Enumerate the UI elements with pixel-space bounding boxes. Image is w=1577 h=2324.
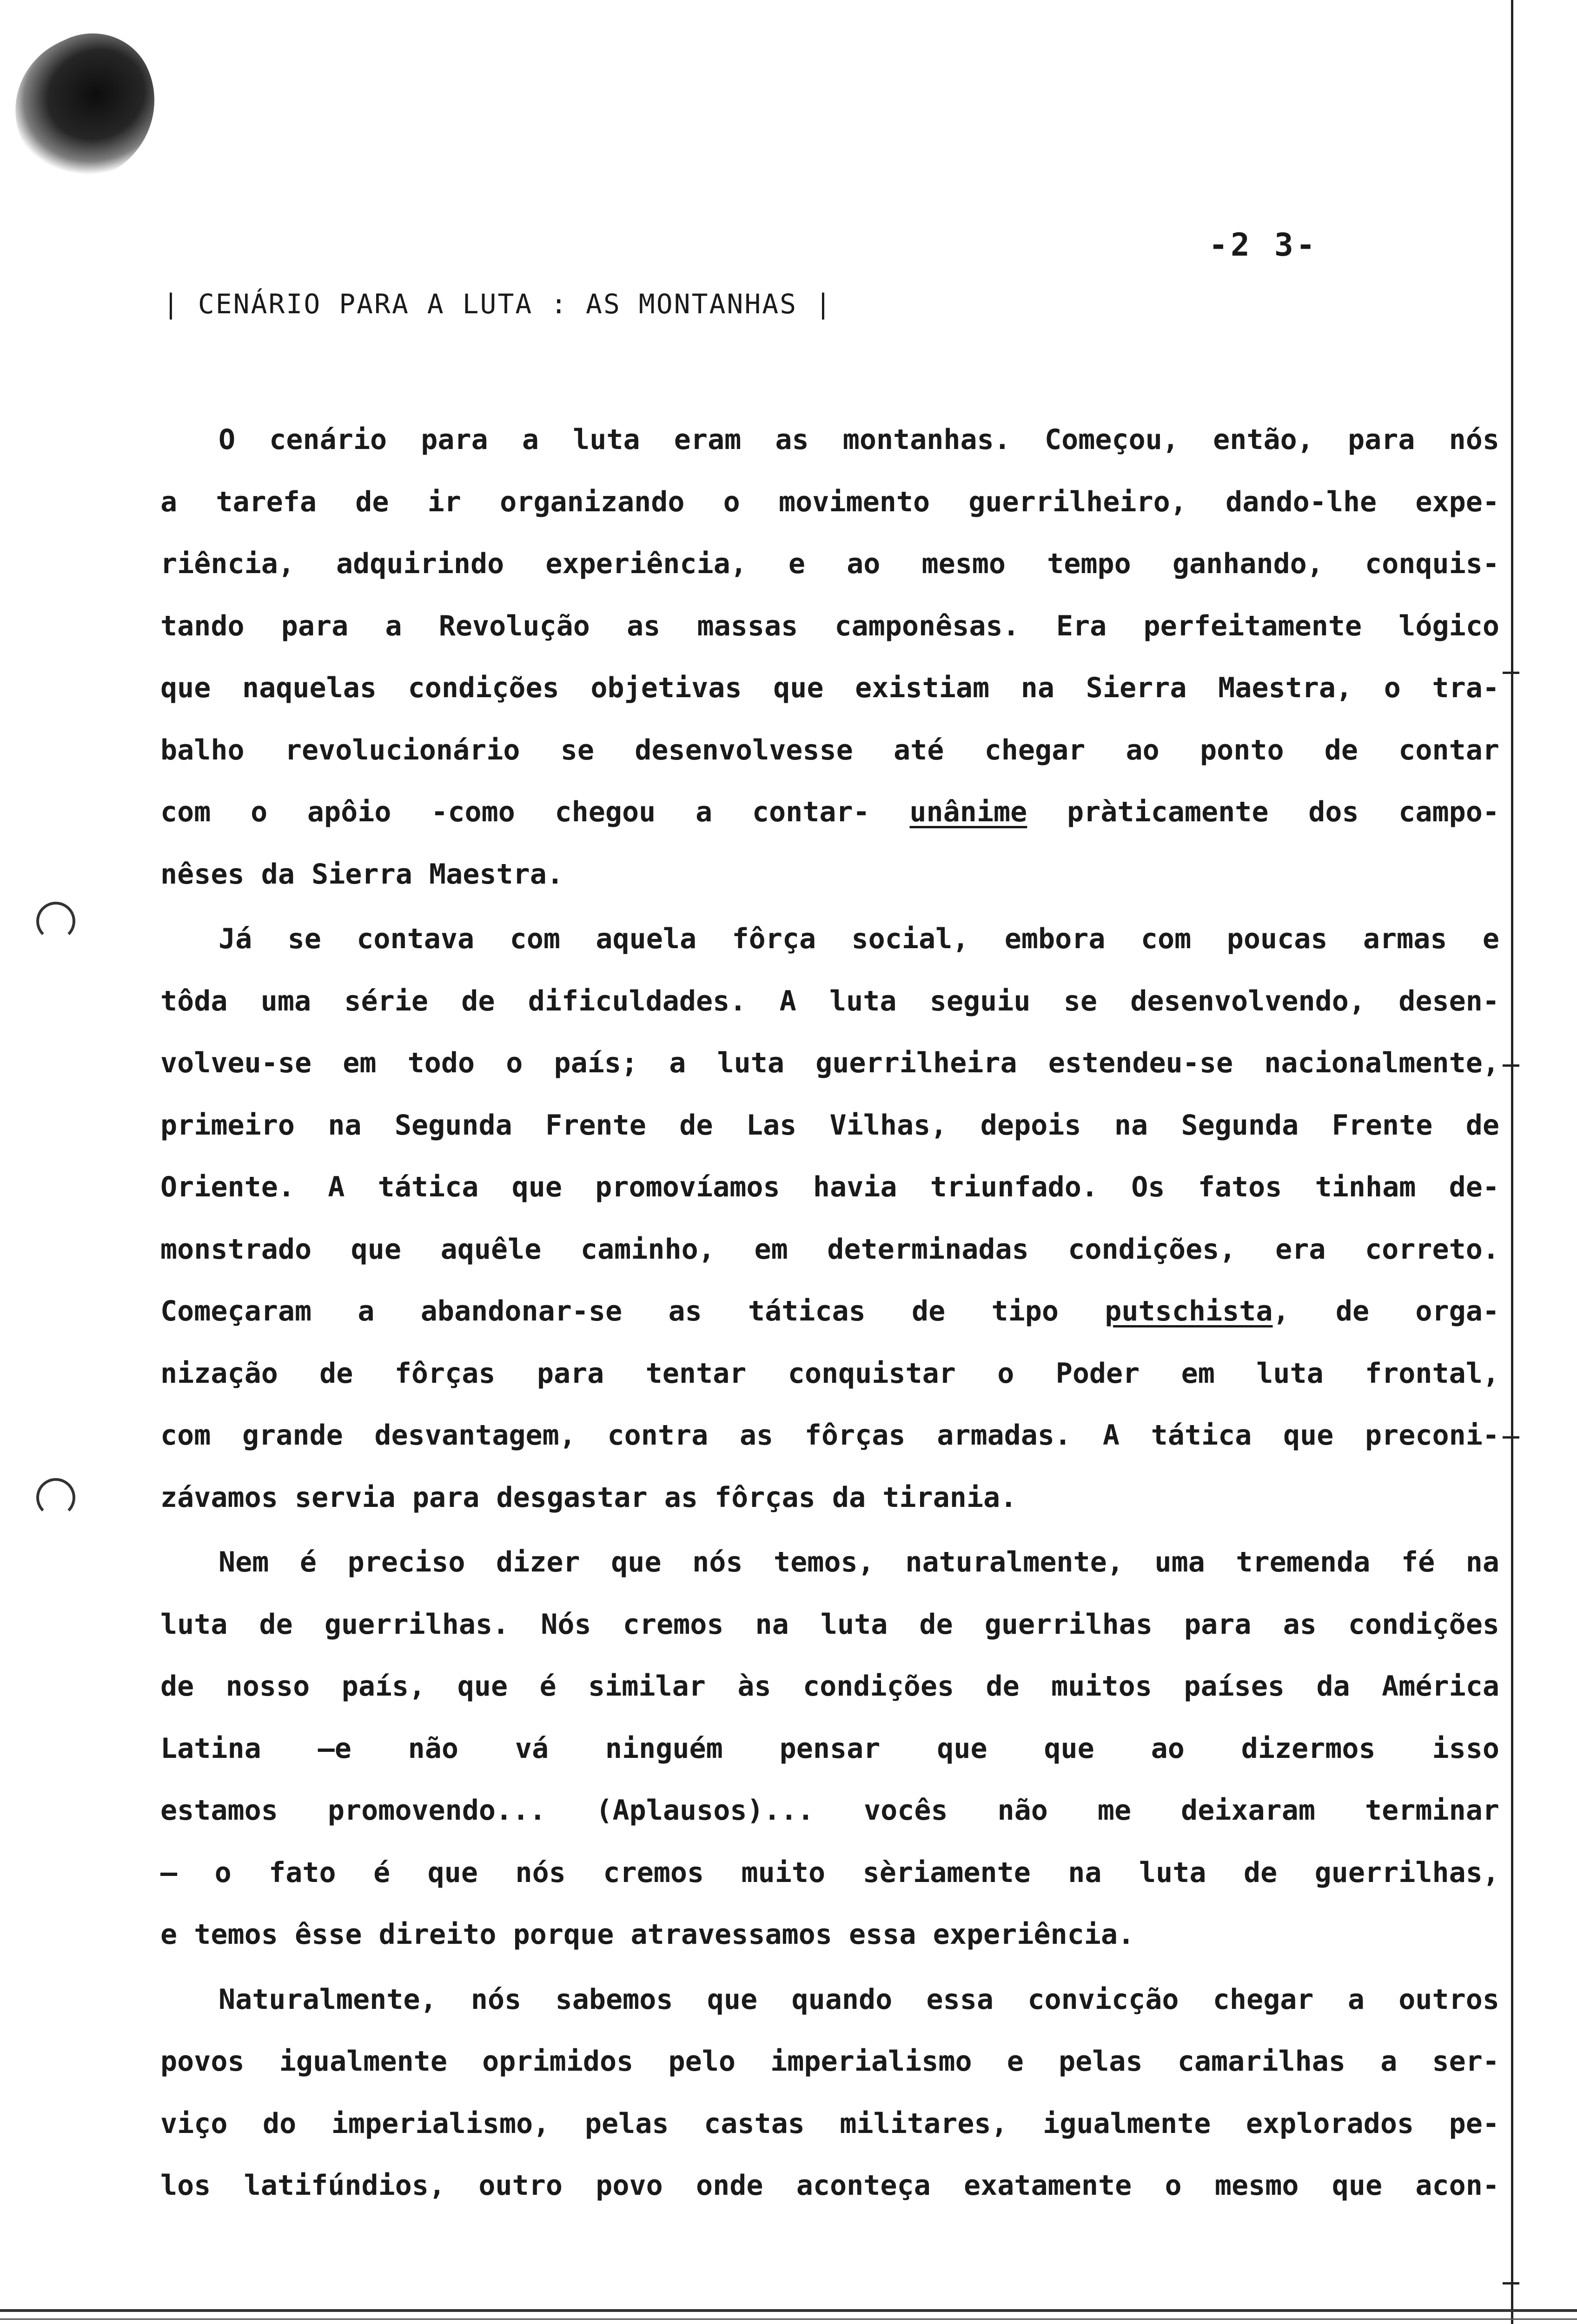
right-margin-tick xyxy=(1503,1436,1519,1439)
text-line-underlined: com o apôio -como chegou a contar- unânime pràticamente dos campo- xyxy=(160,796,1500,828)
paragraph xyxy=(160,1532,1499,1966)
text-line: tando para a Revolução as massas camponêsas. Era perfeitamente lógico xyxy=(160,609,1499,642)
text-line-underlined: Começaram a abandonar-se as táticas de tipo putschista, de orga- xyxy=(160,1295,1499,1327)
text-line: Oriente. A tática que promovíamos havia triunfado. Os fatos tinham de- xyxy=(160,1171,1499,1203)
text-line: que naquelas condições objetivas que existiam na Sierra Maestra, o tra- xyxy=(160,672,1499,704)
section-heading: | CENÁRIO PARA A LUTA : AS MONTANHAS | xyxy=(163,288,833,320)
text-line: estamos promovendo... (Aplausos)... vocês não me deixaram terminar xyxy=(160,1794,1499,1827)
text-line: primeiro na Segunda Frente de Las Vilhas, depois na Segunda Frente de xyxy=(160,1109,1499,1142)
paragraph xyxy=(160,908,1499,1529)
text-line: com grande desvantagem, contra as fôrças armadas. A tática que preconi- xyxy=(160,1419,1499,1452)
right-margin-rule xyxy=(1511,0,1513,2324)
punch-hole-bottom xyxy=(36,1478,75,1517)
text-line: a tarefa de ir organizando o movimento guerrilheiro, dando-lhe expe- xyxy=(160,485,1499,518)
text-line: Nem é preciso dizer que nós temos, naturalmente, uma tremenda fé na xyxy=(219,1546,1499,1578)
right-margin-tick xyxy=(1503,2282,1519,2284)
text-line: Já se contava com aquela fôrça social, embora com poucas armas e xyxy=(219,923,1499,955)
text-line: de nosso país, que é similar às condições de muitos países da América xyxy=(160,1670,1499,1703)
text-line: monstrado que aquêle caminho, em determinadas condições, era correto. xyxy=(160,1233,1499,1266)
text-line: los latifúndios, outro povo onde aconteça exatamente o mesmo que acon- xyxy=(160,2169,1499,2202)
text-line: závamos servia para desgastar as fôrças da tirania. xyxy=(160,1481,1017,1514)
text-line: O cenário para a luta eram as montanhas. Começou, então, para nós xyxy=(219,423,1499,456)
punch-hole-top xyxy=(36,902,75,941)
bottom-rule-secondary xyxy=(0,2318,1577,2320)
paragraph xyxy=(160,1969,1499,2217)
bottom-rule xyxy=(0,2309,1577,2312)
text-line: viço do imperialismo, pelas castas militares, igualmente explorados pe- xyxy=(160,2107,1499,2140)
paragraph xyxy=(160,409,1499,905)
text-line: nização de fôrças para tentar conquistar o Poder em luta frontal, xyxy=(160,1357,1499,1390)
text-line: tôda uma série de dificuldades. A luta seguiu se desenvolvendo, desen- xyxy=(160,984,1499,1017)
right-margin-tick xyxy=(1503,1064,1519,1067)
text-line: Naturalmente, nós sabemos que quando essa convicção chegar a outros xyxy=(219,1983,1499,2016)
ink-blot-stain xyxy=(0,13,181,201)
text-line: luta de guerrilhas. Nós cremos na luta de guerrilhas para as condições xyxy=(160,1608,1499,1641)
text-line: nêses da Sierra Maestra. xyxy=(160,858,563,891)
body-text xyxy=(160,409,1499,2217)
page-number: -2 3- xyxy=(1209,227,1318,264)
text-line: e temos êsse direito porque atravessamos essa experiência. xyxy=(160,1918,1135,1951)
text-line: balho revolucionário se desenvolvesse até chegar ao ponto de contar xyxy=(160,733,1499,766)
text-line: riência, adquirindo experiência, e ao mesmo tempo ganhando, conquis- xyxy=(160,548,1499,580)
text-line: — o fato é que nós cremos muito sèriamente na luta de guerrilhas, xyxy=(160,1856,1499,1889)
text-line: povos igualmente oprimidos pelo imperialismo e pelas camarilhas a ser- xyxy=(160,2045,1499,2078)
text-line: Latina —e não vá ninguém pensar que que ao dizermos isso xyxy=(160,1732,1499,1765)
right-margin-tick xyxy=(1503,672,1519,674)
text-line: volveu-se em todo o país; a luta guerrilheira estendeu-se nacionalmente, xyxy=(160,1047,1499,1079)
